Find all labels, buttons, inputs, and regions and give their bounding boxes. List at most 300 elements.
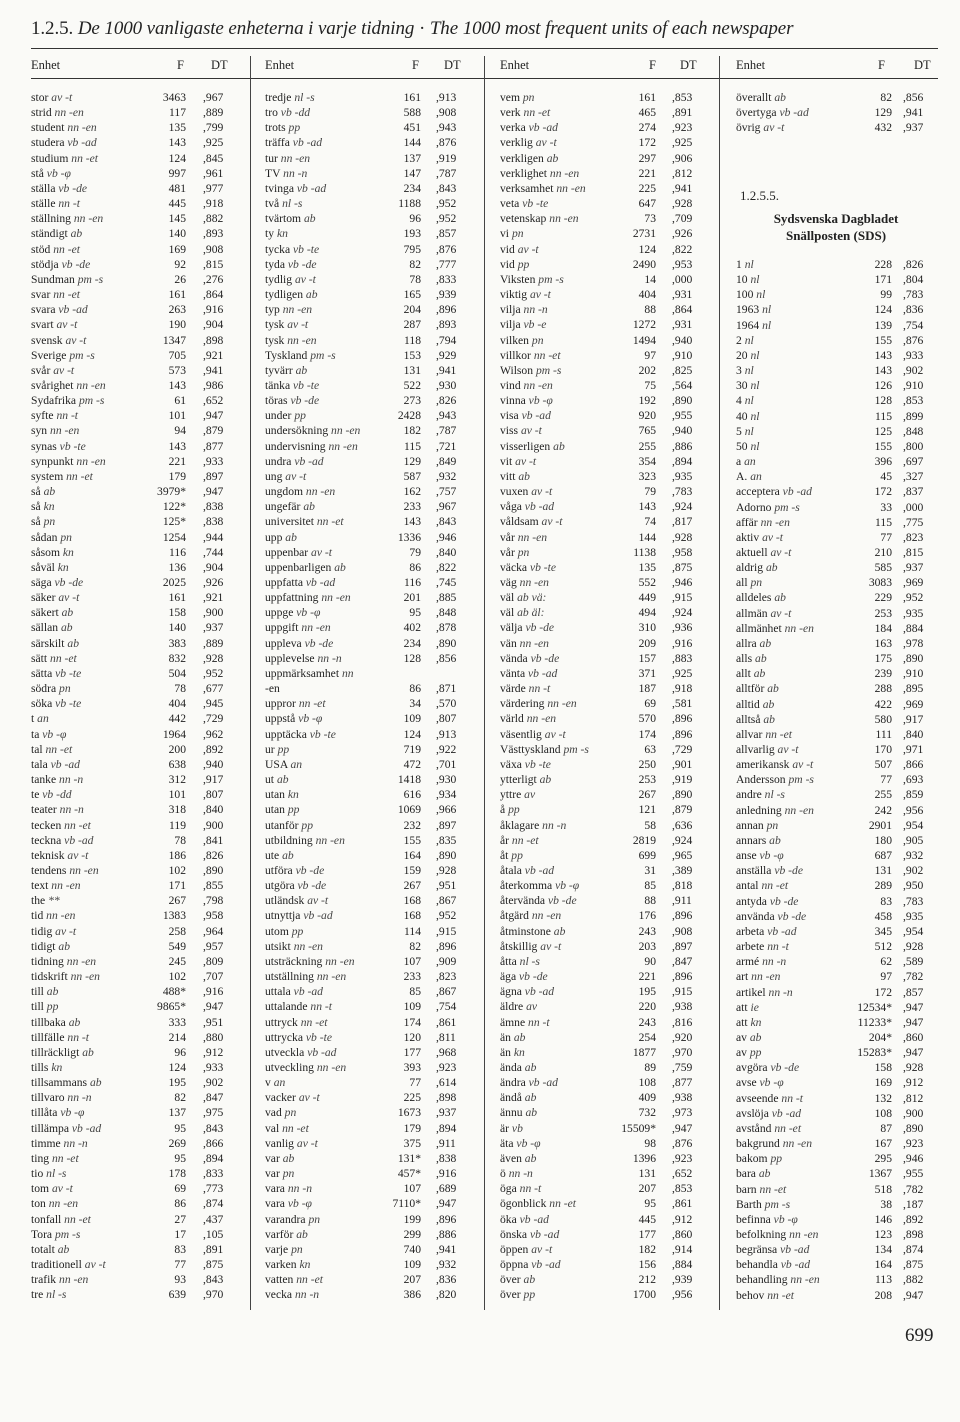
frequency-cell: 109 — [403, 1000, 421, 1014]
unit-tag: pm -s — [538, 272, 564, 286]
table-row — [265, 787, 480, 802]
table-row — [736, 878, 936, 893]
unit-tag: nn -et — [282, 1121, 309, 1135]
table-row — [736, 272, 936, 287]
frequency-cell: 178 — [168, 1167, 186, 1181]
unit-tag: av -t — [792, 758, 814, 772]
table-row — [736, 590, 936, 605]
frequency-cell: 1138 — [633, 545, 656, 559]
unit-tag: ab — [303, 212, 316, 226]
dt-cell: ,818 — [672, 879, 693, 893]
table-row — [31, 393, 241, 408]
table-row — [736, 727, 936, 742]
unit-tag: pn — [531, 333, 544, 347]
dt-cell: ,955 — [672, 409, 693, 423]
dt-cell: ,919 — [672, 773, 693, 787]
dt-cell: ,614 — [436, 1076, 457, 1090]
dt-cell: ,816 — [672, 1015, 693, 1029]
dt-cell: ,878 — [436, 621, 457, 635]
unit-tag: vb -de — [297, 879, 327, 893]
table-row — [265, 1136, 480, 1151]
unit-tag: an — [290, 757, 303, 771]
unit-word: våldsam — [500, 515, 539, 529]
frequency-cell: 481 — [168, 181, 186, 195]
unit-word: behandla — [736, 1258, 778, 1272]
unit-tag: vb -ad — [305, 576, 336, 589]
frequency-cell: 288 — [874, 682, 892, 696]
table-row — [265, 711, 480, 726]
dt-cell: ,940 — [672, 333, 693, 347]
frequency-cell: 234 — [403, 636, 421, 650]
unit-word: 1964 — [736, 318, 760, 332]
unit-tag: nn -et — [64, 1212, 91, 1226]
frequency-cell: 15283* — [857, 1046, 892, 1060]
frequency-cell: 1188 — [398, 197, 421, 211]
dt-cell: ,843 — [203, 1273, 224, 1287]
frequency-cell: 176 — [638, 909, 656, 923]
unit-tag: pm -s — [764, 1197, 791, 1211]
table-row — [31, 333, 241, 348]
unit-tag: ab — [765, 561, 778, 575]
unit-word: te — [31, 788, 40, 802]
frequency-cell: 580 — [874, 712, 892, 726]
frequency-cell: 157 — [638, 651, 656, 665]
table-row — [736, 833, 936, 848]
table-row — [31, 530, 241, 545]
section-name-line: Snällposten (SDS) — [785, 228, 887, 243]
dt-cell: ,867 — [436, 894, 457, 908]
table-row — [31, 302, 241, 317]
unit-tag: av -t — [535, 136, 557, 150]
dt-cell: ,853 — [672, 1182, 693, 1196]
table-row — [31, 727, 241, 742]
unit-word: villkor — [500, 348, 531, 362]
table-row — [265, 620, 480, 635]
column-header — [31, 56, 241, 76]
dt-cell: ,970 — [203, 1288, 224, 1302]
unit-word: sällan — [31, 621, 59, 635]
frequency-cell: 195 — [638, 985, 656, 999]
table-row — [31, 833, 241, 848]
table-row — [265, 666, 480, 681]
unit-tag: an — [37, 712, 49, 726]
table-row — [31, 226, 241, 241]
dt-cell: ,896 — [436, 1212, 457, 1226]
frequency-cell: 221 — [168, 454, 186, 468]
table-row — [736, 348, 936, 363]
unit-word: vecka — [265, 1288, 293, 1302]
unit-word: till — [31, 985, 44, 999]
table-row — [500, 575, 715, 590]
dt-cell: ,775 — [903, 515, 924, 529]
dt-cell: ,915 — [672, 591, 693, 605]
unit-tag: nn -en — [517, 530, 548, 544]
unit-word: väl — [500, 606, 515, 620]
table-row — [500, 787, 715, 802]
dt-cell: ,902 — [903, 364, 924, 378]
table-row — [500, 984, 715, 999]
dt-cell: ,860 — [672, 1227, 693, 1241]
dt-cell: ,874 — [203, 1197, 224, 1211]
frequency-cell: 78 — [174, 682, 186, 696]
dt-cell: ,826 — [436, 394, 457, 408]
dt-cell: ,947 — [203, 1000, 224, 1014]
dt-cell: ,934 — [436, 788, 457, 802]
dt-cell: ,837 — [903, 485, 924, 499]
unit-tag: vb -ad — [531, 1258, 561, 1272]
dt-cell: ,843 — [436, 181, 457, 195]
unit-word: övrig — [736, 121, 761, 135]
dt-cell: ,825 — [672, 363, 693, 377]
table-row — [31, 211, 241, 226]
unit-word: upptäcka — [265, 727, 307, 741]
table-row — [31, 378, 241, 393]
unit-tag: vb -de — [769, 894, 799, 908]
table-row — [265, 893, 480, 908]
frequency-cell: 95 — [174, 1121, 186, 1135]
table-row — [265, 742, 480, 757]
unit-word: vår — [500, 545, 515, 559]
unit-word: åtminstone — [500, 924, 551, 938]
table-row — [500, 135, 715, 150]
frequency-cell: 172 — [638, 136, 656, 150]
dt-cell: ,773 — [203, 1182, 224, 1196]
frequency-cell: 451 — [403, 121, 421, 135]
frequency-cell: 69 — [174, 1182, 186, 1196]
dt-cell: ,951 — [436, 879, 457, 893]
unit-tag: ab — [46, 985, 59, 999]
unit-tag: nn -n — [768, 985, 793, 999]
dt-cell: ,975 — [203, 1106, 224, 1120]
unit-tag: ab — [282, 1151, 295, 1165]
dt-cell: ,940 — [203, 757, 224, 771]
dt-cell: ,853 — [672, 91, 693, 104]
table-row — [736, 985, 936, 1000]
frequency-cell: 457* — [397, 1167, 421, 1181]
unit-tag: av -t — [531, 1242, 553, 1256]
frequency-cell: 98 — [644, 1136, 656, 1150]
unit-tag: nn — [341, 666, 354, 680]
unit-tag: ab — [518, 469, 530, 483]
unit-word: 1963 — [736, 303, 760, 317]
dt-cell: ,855 — [203, 879, 224, 893]
dt-cell: ,905 — [903, 833, 924, 847]
frequency-cell: 184 — [874, 621, 892, 635]
unit-tag: nn -t — [310, 1000, 332, 1014]
unit-word: äta — [500, 1136, 514, 1150]
unit-word: tillräckligt — [31, 1045, 80, 1059]
unit-word: Viksten — [500, 272, 536, 286]
unit-tag: av -t — [84, 1258, 106, 1272]
unit-word: tro — [265, 106, 278, 120]
unit-word: bara — [736, 1167, 756, 1181]
frequency-cell: 93 — [174, 1273, 186, 1287]
table-row — [31, 90, 241, 105]
unit-word: TV — [265, 166, 281, 180]
unit-word: av — [736, 1046, 747, 1060]
unit-word: tillämpa — [31, 1121, 69, 1135]
dt-cell: ,919 — [436, 151, 457, 165]
dt-cell: ,921 — [203, 591, 224, 605]
dt-cell: ,955 — [903, 1167, 924, 1181]
frequency-cell: 122* — [162, 500, 186, 514]
frequency-cell: 120 — [403, 1030, 421, 1044]
frequency-cell: 145 — [168, 212, 186, 226]
table-row — [31, 166, 241, 181]
table-row — [265, 878, 480, 893]
frequency-cell: 229 — [874, 591, 892, 605]
frequency-cell: 82 — [174, 1091, 186, 1105]
dt-cell: ,652 — [203, 394, 224, 408]
dt-cell: ,924 — [672, 606, 693, 620]
unit-tag: pp — [749, 1046, 762, 1060]
dt-cell: ,964 — [203, 924, 224, 938]
unit-tag: vb -te — [55, 666, 82, 680]
unit-tag: nn -en — [54, 106, 84, 120]
unit-tag: nn -t — [58, 197, 80, 211]
unit-word: ännu — [500, 1106, 523, 1120]
unit-tag: vb -ad — [780, 1243, 810, 1257]
table-row — [736, 1060, 936, 1075]
dt-cell: ,589 — [903, 955, 924, 969]
table-row — [31, 742, 241, 757]
unit-word: vilja — [500, 303, 521, 317]
unit-word: två — [265, 197, 280, 211]
table-row — [31, 242, 241, 257]
frequency-cell: 1383 — [162, 909, 186, 923]
unit-word: under — [265, 409, 292, 423]
unit-tag: ab — [295, 363, 308, 377]
unit-word: studium — [31, 151, 69, 165]
table-row — [500, 196, 715, 211]
frequency-cell: 232 — [403, 818, 421, 832]
table-row — [265, 1257, 480, 1272]
table-row — [265, 151, 480, 166]
table-row — [31, 999, 241, 1014]
frequency-cell: 143 — [168, 439, 186, 453]
unit-tag: av -t — [65, 333, 87, 347]
table-row — [736, 1227, 936, 1242]
table-row — [736, 1257, 936, 1272]
table-row — [265, 1287, 480, 1302]
frequency-cell: 175 — [874, 652, 892, 666]
frequency-cell: 168 — [403, 894, 421, 908]
dt-cell: ,913 — [436, 91, 457, 104]
unit-tag: pm -s — [788, 773, 814, 787]
table-row — [736, 318, 936, 333]
unit-word: överallt — [736, 91, 772, 104]
unit-word: återvända — [500, 894, 546, 908]
table-row — [265, 1060, 480, 1075]
unit-word: alltför — [736, 682, 765, 696]
frequency-cell: 78 — [174, 833, 186, 847]
unit-tag: ab — [553, 924, 566, 938]
unit-word: tom — [31, 1182, 50, 1196]
unit-tag: vb -φ — [287, 1197, 312, 1211]
frequency-cell: 234 — [403, 181, 421, 195]
unit-word: vänta — [500, 666, 526, 680]
unit-tag: nn -en — [50, 424, 80, 438]
dt-cell: ,920 — [672, 1030, 693, 1044]
table-row — [31, 1242, 241, 1257]
unit-tag: nn -n — [542, 818, 567, 832]
unit-word: alltid — [736, 697, 760, 711]
unit-tag: av — [526, 1000, 538, 1014]
unit-tag: kn — [57, 560, 69, 574]
unit-tag: pm -s — [77, 272, 104, 286]
frequency-cell: 61 — [174, 394, 186, 408]
table-row — [31, 772, 241, 787]
unit-word: alldeles — [736, 591, 772, 605]
frequency-cell: 143 — [874, 348, 892, 362]
table-row — [31, 954, 241, 969]
unit-word: teknisk — [31, 848, 65, 862]
dt-cell: ,908 — [203, 242, 224, 256]
unit-tag: av -t — [777, 743, 799, 756]
dt-cell: ,840 — [203, 803, 224, 817]
dt-cell: ,926 — [672, 227, 693, 241]
dt-cell: ,977 — [203, 181, 224, 195]
table-row — [265, 1166, 480, 1181]
table-row — [31, 1287, 241, 1302]
unit-word: ur — [265, 742, 275, 756]
frequency-cell: 62 — [880, 955, 892, 969]
frequency-cell: 88 — [644, 303, 656, 317]
table-row — [736, 909, 936, 924]
frequency-cell: 404 — [168, 697, 186, 711]
table-row — [736, 1075, 936, 1090]
unit-tag: pp — [508, 803, 520, 817]
unit-tag: kn — [276, 227, 288, 241]
unit-word: är — [500, 1121, 510, 1135]
table-row — [500, 484, 715, 499]
frequency-cell: 99 — [880, 288, 892, 302]
frequency-cell: 297 — [638, 151, 656, 165]
unit-word: tydligen — [265, 288, 303, 302]
table-row — [31, 893, 241, 908]
dt-cell: ,918 — [203, 197, 224, 211]
unit-word: svensk — [31, 333, 63, 347]
table-row — [265, 863, 480, 878]
unit-word: tanke — [31, 773, 57, 787]
frequency-cell: 1396 — [632, 1151, 656, 1165]
table-row — [31, 1060, 241, 1075]
dt-cell: ,986 — [203, 378, 224, 392]
table-row — [500, 1227, 715, 1242]
unit-tag: pn — [750, 576, 763, 590]
unit-word: stå — [31, 166, 44, 180]
unit-tag: nl -s — [764, 788, 785, 802]
unit-word: uppfatta — [265, 576, 303, 589]
unit-word: tid — [31, 909, 44, 923]
dt-cell: ,883 — [672, 651, 693, 665]
unit-tag: nn -et — [45, 742, 73, 756]
dt-cell: ,815 — [203, 257, 224, 271]
unit-word: uttalande — [265, 1000, 308, 1014]
table-row — [500, 302, 715, 317]
frequency-cell: 134 — [874, 1243, 892, 1257]
frequency-cell: 573 — [168, 363, 186, 377]
unit-word: tänka — [265, 378, 291, 392]
dt-cell: ,925 — [203, 136, 224, 150]
unit-word: utan — [265, 803, 285, 817]
frequency-cell: 180 — [874, 833, 892, 847]
unit-tag: vb -de — [530, 651, 560, 665]
unit-tag: ab — [68, 1015, 81, 1029]
dt-cell: ,910 — [672, 348, 693, 362]
dt-cell: ,912 — [203, 1045, 224, 1059]
frequency-cell: 114 — [404, 924, 421, 938]
unit-tag: ab — [524, 1061, 537, 1074]
unit-word: vind — [500, 378, 521, 392]
frequency-cell: 116 — [404, 576, 421, 589]
unit-tag: nl — [744, 424, 754, 438]
unit-tag: av -t — [294, 272, 316, 286]
unit-word: begränsa — [736, 1243, 778, 1257]
column-header — [265, 56, 480, 76]
frequency-cell: 119 — [169, 818, 186, 832]
dt-cell: ,928 — [436, 863, 457, 877]
dt-cell: ,912 — [903, 1076, 924, 1090]
unit-tag: nn -en — [67, 121, 97, 135]
unit-word: strid — [31, 106, 52, 120]
unit-tag: nl — [750, 409, 760, 423]
unit-tag: nn -et — [300, 1015, 328, 1029]
dt-cell: ,889 — [203, 636, 224, 650]
frequency-cell: 90 — [644, 954, 656, 968]
table-row — [500, 1105, 715, 1120]
frequency-cell: 187 — [638, 682, 656, 696]
unit-tag: nn -n — [287, 1182, 313, 1196]
frequency-cell: 2731 — [632, 227, 656, 241]
dt-cell: ,943 — [436, 409, 457, 423]
dt-cell: ,947 — [903, 1000, 924, 1014]
dt-cell: ,890 — [903, 1121, 924, 1135]
unit-word: stöd — [31, 242, 51, 256]
unit-word: uppleva — [265, 636, 302, 650]
unit-word: Sundman — [31, 272, 75, 286]
frequency-cell: 101 — [168, 788, 186, 802]
frequency-cell: 153 — [403, 348, 421, 362]
dt-cell: ,782 — [903, 1182, 924, 1196]
dt-cell: ,815 — [903, 545, 924, 559]
table-row — [500, 1045, 715, 1060]
frequency-cell: 228 — [874, 258, 892, 271]
frequency-cell: 107 — [403, 1182, 421, 1196]
unit-word: t — [31, 712, 35, 726]
dt-cell: ,745 — [436, 576, 457, 589]
dt-cell: ,729 — [672, 742, 693, 756]
column-header — [500, 56, 715, 76]
table-row — [265, 499, 480, 514]
table-row — [31, 1181, 241, 1196]
frequency-cell: 310 — [638, 621, 656, 635]
unit-word: arbete — [736, 940, 765, 954]
table-row — [736, 515, 936, 530]
table-row — [265, 242, 480, 257]
frequency-cell: 161 — [403, 91, 421, 104]
frequency-cell: 182 — [638, 1242, 656, 1256]
table-row — [500, 620, 715, 635]
table-row — [31, 575, 241, 590]
frequency-cell: 207 — [403, 1273, 421, 1287]
unit-word: vinna — [500, 394, 526, 408]
table-row — [265, 833, 480, 848]
table-row — [265, 575, 480, 590]
unit-tag: av -t — [298, 1091, 320, 1105]
dt-cell: ,900 — [203, 606, 224, 620]
table-row — [31, 545, 241, 560]
